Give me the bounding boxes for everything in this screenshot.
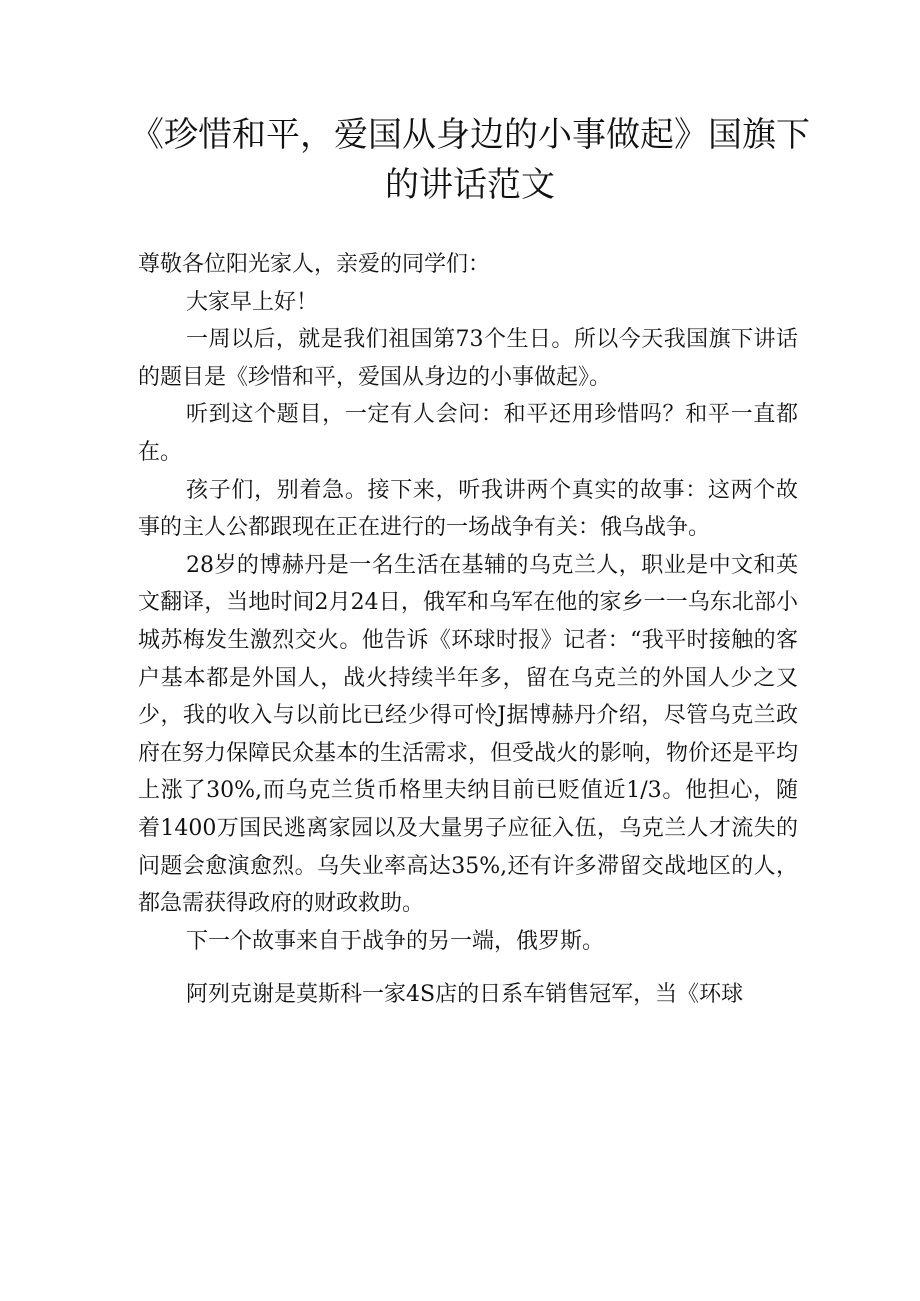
paragraph-question: 听到这个题目，一定有人会问：和平还用珍惜吗？和平一直都在。 [138,402,798,465]
paragraph-ukraine-story: 28岁的博赫丹是一名生活在基辅的乌克兰人，职业是中文和英文翻译，当地时间2月24日，俄军和乌军在他的家乡一一乌东北部小城苏梅发生激烈交火。他告诉《环球时报》记者：“我平时接触的客户基本都是外国人，战火持续半年多，留在乌克兰的外国人少之又少，我的收入与以前比已经少得可怜J据博赫丹介绍，尽管乌克兰政府在努力保障民众基本的生活需求，但受战火的影响，物价还是平均上涨了30%,而乌克兰货币格里夫纳目前已贬值近1/3。他担心，随着1400万国民逃离家园以及大量男子应征入伍，乌克兰人才流失的问题会愈演愈烈。乌失业率高达35%,还有许多滞留交战地区的人，都急需获得政府的财政救助。 [138,552,799,917]
salutation: 尊敬各位阳光家人，亲爱的同学们： [138,252,491,277]
document-body [138,246,798,1014]
paragraph-topic: 一周以后，就是我们祖国第73个生日。所以今天我国旗下讲话的题目是《珍惜和平，爱国从身边的小事做起》。 [138,327,798,390]
paragraph-russia-intro: 下一个故事来自于战争的另一端，俄罗斯。 [186,928,605,954]
paragraph-greeting: 大家早上好！ [186,289,319,315]
document-title: 《珍惜和平，爱国从身边的小事做起》国旗下的讲话范文 [130,115,810,205]
paragraph-russia-story: 阿列克谢是莫斯科一家4S店的日系车销售冠军，当《环球 [186,982,744,1008]
paragraph-stories-intro: 孩子们，别着急。接下来，听我讲两个真实的故事：这两个故事的主人公都跟现在正在进行的一场战争有关：俄乌战争。 [138,477,798,541]
